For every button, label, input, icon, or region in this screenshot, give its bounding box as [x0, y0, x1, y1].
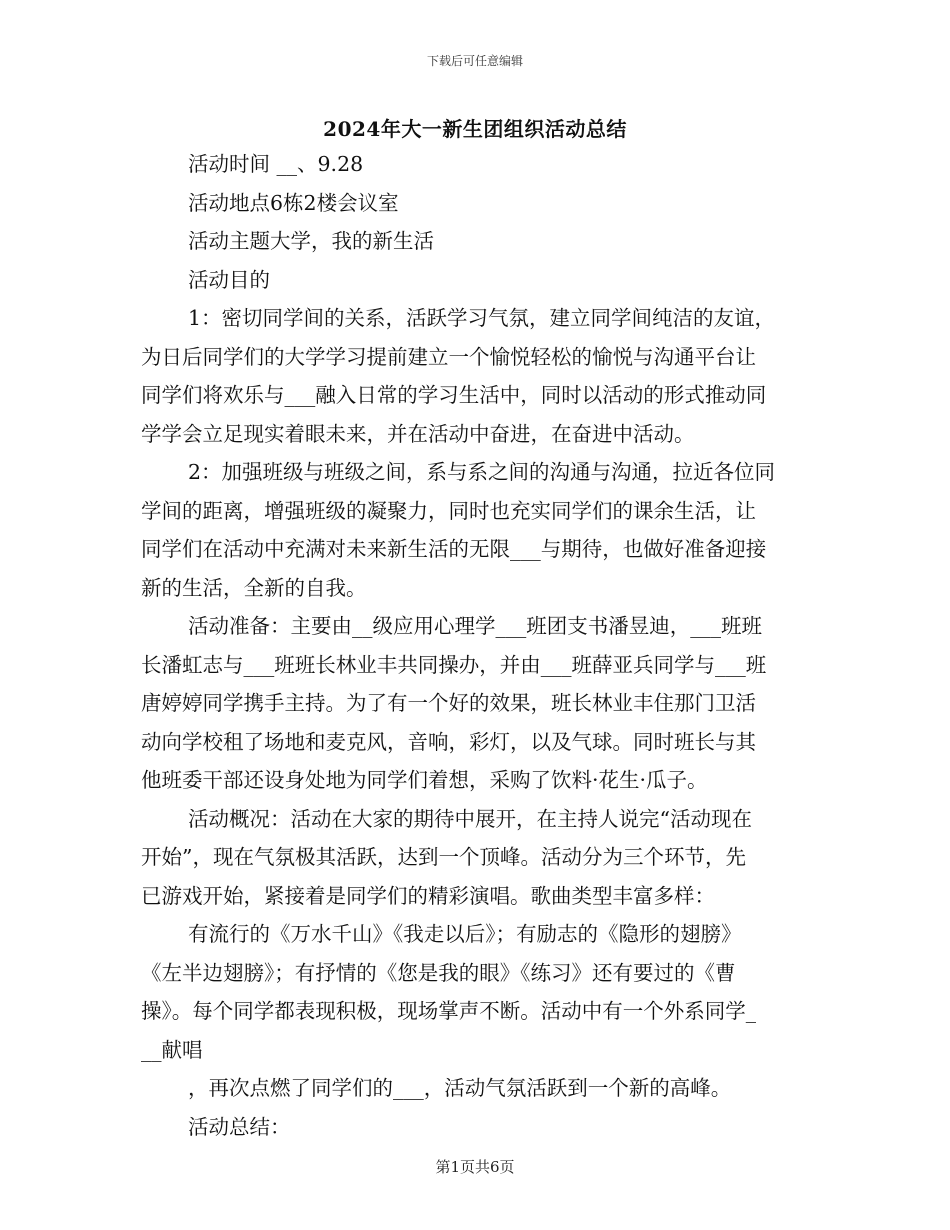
paragraph-line: 同学们将欢乐与___融入日常的学习生活中，同时以活动的形式推动同 [141, 383, 767, 407]
paragraph-line: 已游戏开始，紧接着是同学们的精彩演唱。歌曲类型丰富多样： [141, 883, 715, 908]
paragraph-line: 《左半边翅膀》；有抒情的《您是我的眼》《练习》还有要过的《曹 [141, 960, 736, 985]
paragraph-line: 开始”，现在气氛极其活跃，达到一个顶峰。活动分为三个环节，先 [141, 845, 746, 869]
paragraph-line: 1：密切同学间的关系，活跃学习气氛，建立同学间纯洁的友谊， [188, 306, 776, 330]
activity-summary-heading: 活动总结： [188, 1114, 291, 1139]
paragraph-line: 学学会立足现实着眼未来，并在活动中奋进，在奋进中活动。 [141, 421, 695, 446]
paragraph-line: 为日后同学们的大学学习提前建立一个愉悦轻松的愉悦与沟通平台让 [141, 344, 756, 369]
paragraph-line: 长潘虹志与___班班长林业丰共同操办，并由___班薛亚兵同学与___班 [141, 652, 767, 677]
paragraph-line: __献唱 [141, 1037, 203, 1062]
paragraph-line: 动向学校租了场地和麦克风，音响，彩灯，以及气球。同时班长与其 [141, 729, 756, 754]
paragraph-line: 同学们在活动中充满对未来新生活的无限___与期待，也做好准备迎接 [141, 537, 767, 561]
activity-time-line: 活动时间 __、9.28 [188, 152, 364, 176]
activity-purpose-heading: 活动目的 [188, 267, 270, 292]
paragraph-line: ，再次点燃了同学们的___，活动气氛活跃到一个新的高峰。 [188, 1076, 732, 1100]
paragraph-line: 新的生活，全新的自我。 [141, 575, 367, 600]
paragraph-line: 有流行的《万水千山》《我走以后》；有励志的《隐形的翅膀》 [188, 922, 742, 946]
activity-location-line: 活动地点6栋2楼会议室 [188, 190, 399, 215]
page-header: 下载后可任意编辑 [426, 54, 523, 68]
paragraph-line: 他班委干部还设身处地为同学们着想，采购了饮料·花生·瓜子。 [141, 768, 708, 792]
document-body [141, 145, 813, 1146]
document-title: 2024年大一新生团组织活动总结 [323, 117, 627, 141]
paragraph-line: 操》。每个同学都表现积极，现场掌声不断。活动中有一个外系同学_ [141, 999, 756, 1023]
paragraph-line: 活动准备：主要由__级应用心理学___班团支书潘昱迪，___班班 [188, 614, 762, 638]
activity-theme-line: 活动主题大学，我的新生活 [188, 229, 434, 253]
paragraph-line: 学间的距离，增强班级的凝聚力，同时也充实同学们的课余生活，让 [141, 498, 756, 523]
paragraph-line: 唐婷婷同学携手主持。为了有一个好的效果，班长林业丰住那门卫活 [141, 691, 756, 715]
page-number-footer: 第1页共6页 [435, 1158, 515, 1176]
paragraph-line: 2：加强班级与班级之间，系与系之间的沟通与沟通，拉近各位同 [188, 460, 776, 484]
paragraph-line: 活动概况：活动在大家的期待中展开，在主持人说完“活动现在 [188, 806, 752, 831]
